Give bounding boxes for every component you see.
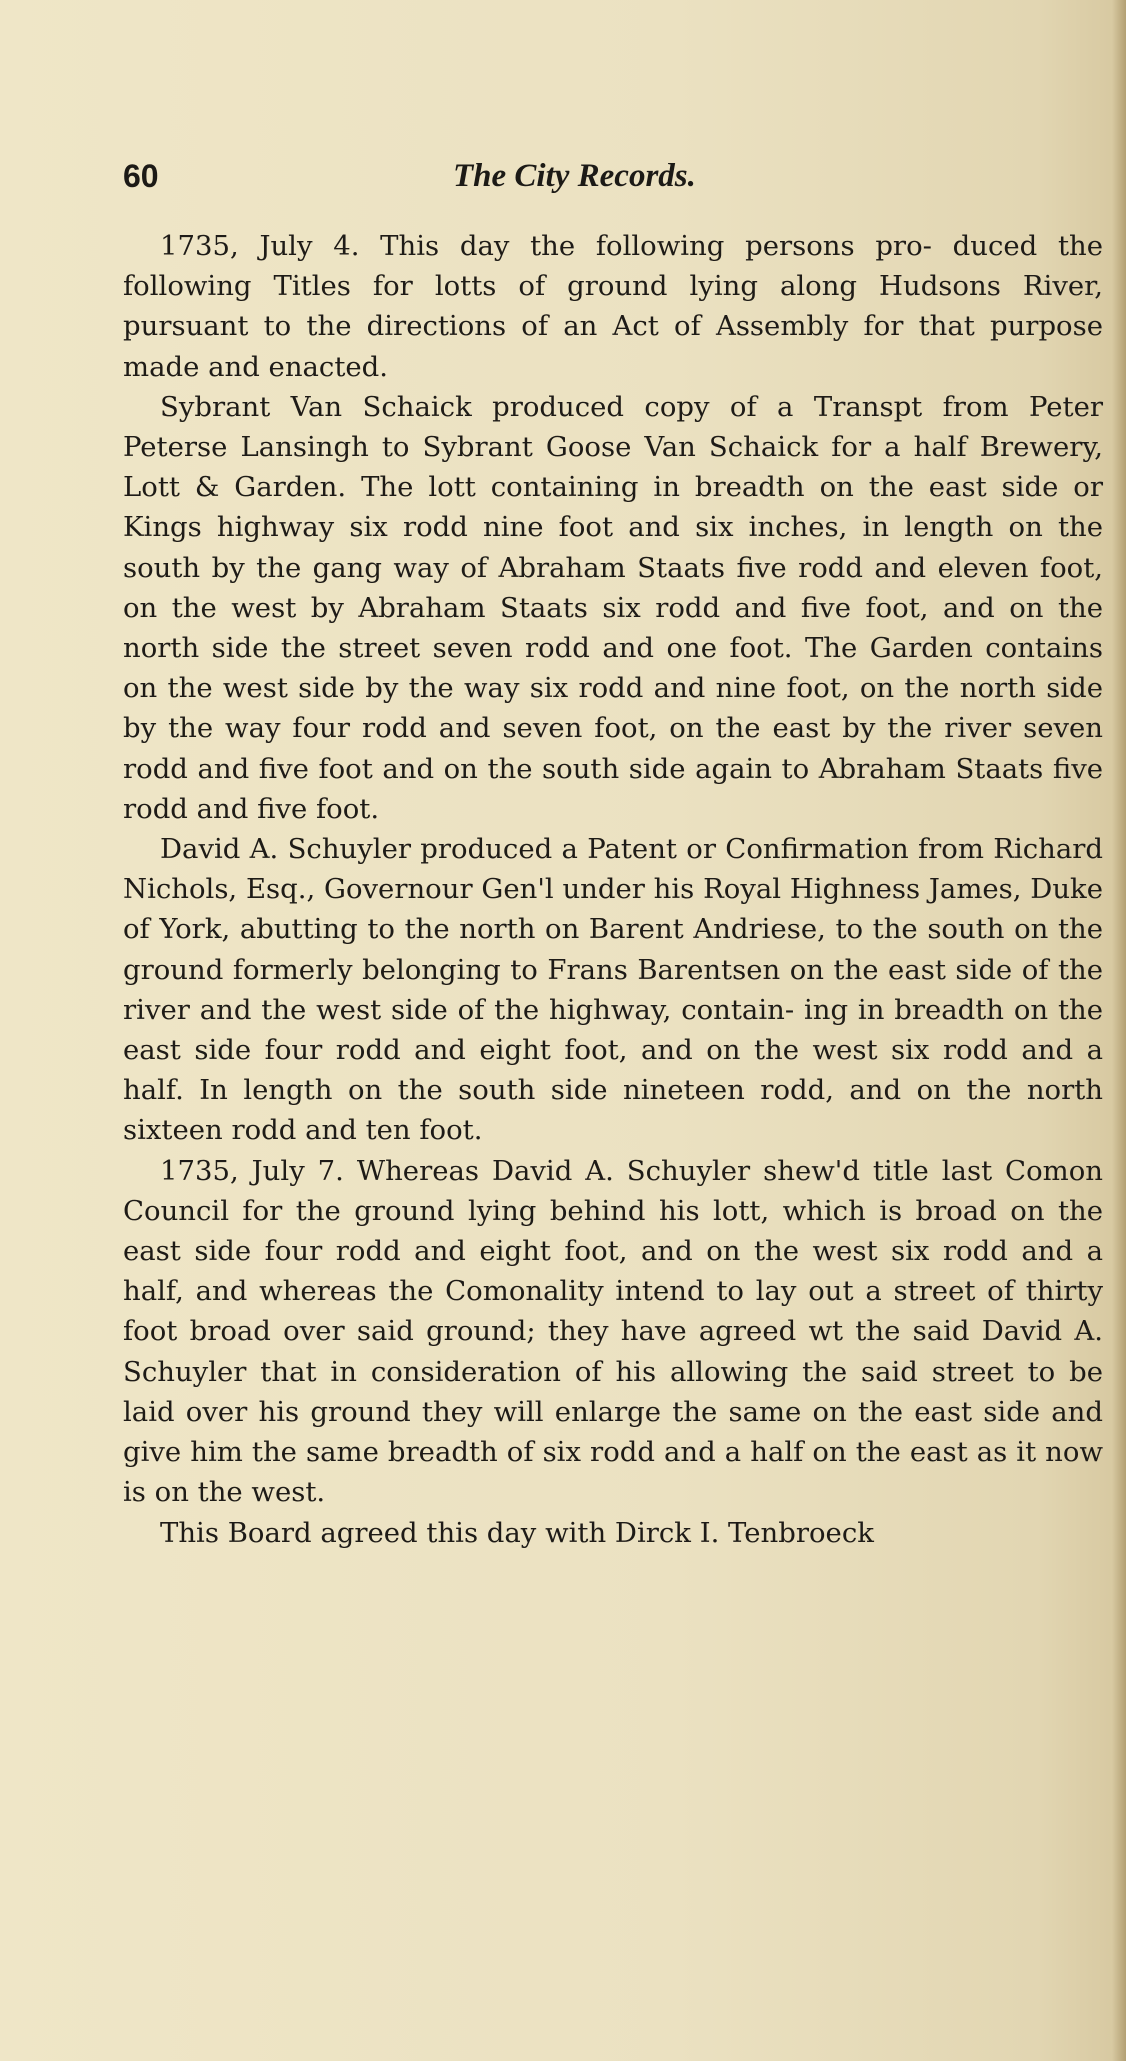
body-text — [123, 226, 1103, 1553]
page-edge-shadow — [1112, 0, 1126, 2061]
paragraph-tenbroeck: This Board agreed this day with Dirck I. Tenbroeck — [160, 1516, 874, 1549]
page-number: 60 — [123, 158, 159, 194]
paragraph-van-schaick: Sybrant Van Schaick produced copy of a Transpt from Peter Peterse Lansingh to Sybrant Goose Van Schaick for a half Brewery, Lott & Garden. The lott containing in breadth on the east side or Kings highway six rodd nine foot and six inches, in length on the south by the gang way of Abraham Staats five rodd and eleven foot, on the west by Abraham Staats six rodd and five foot, and on the north side the street seven rodd and one foot. The Garden contains on the west side by the way six rodd and nine foot, on the north side by the way four rodd and seven foot, on the east by the river seven rodd and five foot and on the south side again to Abraham Staats five rodd and five foot. — [123, 390, 1103, 825]
paragraph-july-7: 1735, July 7. Whereas David A. Schuyler shew'd title last Comon Council for the ground lying behind his lott, which is broad on the east side four rodd and eight foot, and on the west six rodd and a half, and whereas the Comonality intend to lay out a street of thirty foot broad over said ground; they have agreed wt the said David A. Schuyler that in consideration of his allowing the said street to be laid over his ground they will enlarge the same on the east side and give him the same breadth of six rodd and a half on the east as it now is on the west. — [123, 1154, 1103, 1509]
running-title: The City Records. — [453, 158, 696, 194]
paragraph-titles-intro: 1735, July 4. This day the following persons pro- duced the following Titles for lotts of ground lying along Hudsons River, pursuant to the directions of an Act of Assembly for that purpose made and enacted. — [123, 230, 1103, 383]
paragraph-schuyler-patent: David A. Schuyler produced a Patent or Confirmation from Richard Nichols, Esq., Governour Gen'l under his Royal Highness James, Duke of York, abutting to the north on Barent Andriese, to the south on the ground formerly belonging to Frans Barentsen on the east side of the river and the west side of the highway, contain- ing in breadth on the east side four rodd and eight foot, and on the west six rodd and a half. In length on the south side nineteen rodd, and on the north sixteen rodd and ten foot. — [123, 833, 1103, 1147]
page-header — [123, 158, 983, 198]
